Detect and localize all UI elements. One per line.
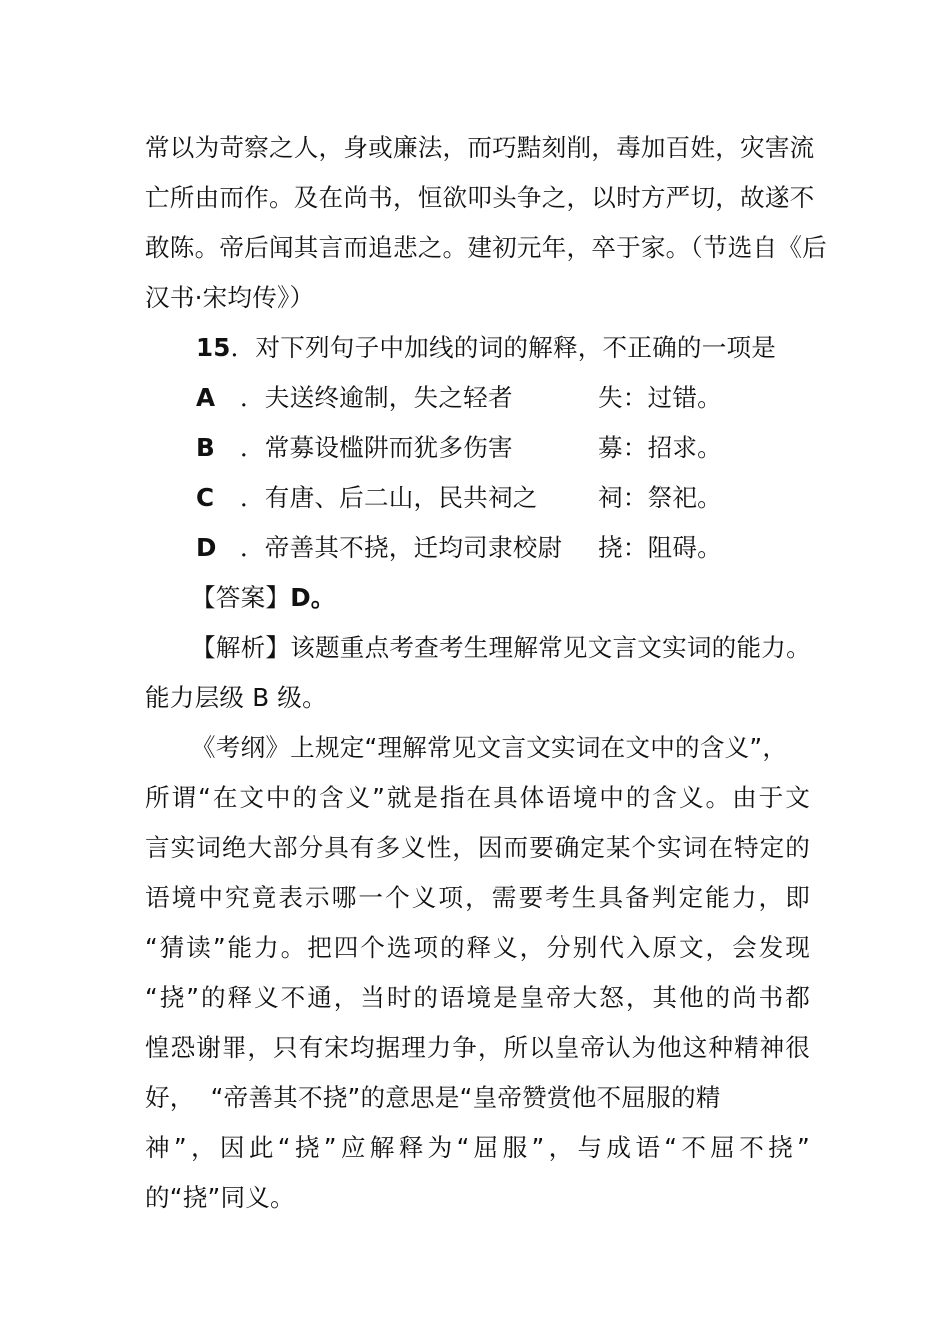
option-letter: D [196,533,217,562]
passage-line-2: 亡所由而作。及在尚书，恒欲叩头争之，以时方严切，故遂不 [145,183,815,212]
option-sentence: ．有唐、后二山，民共祠之 [240,483,538,512]
analysis-body-line-5: “猜读”能力。把四个选项的释义，分别代入原文，会发现 [145,933,810,962]
option-gloss: 募：招求。 [598,433,722,462]
question-stem [196,331,861,365]
analysis-body-line-2: 所谓“在文中的含义”就是指在具体语境中的含义。由于文 [145,783,810,812]
option-letter: A [196,383,216,412]
analysis-body-line-1: 《考纲》上规定“理解常见文言文实词在文中的含义”， [191,733,788,762]
passage-line-4: 汉书·宋均传》） [145,283,315,312]
passage-line-3: 敢陈。帝后闻其言而追悲之。建初元年，卒于家。（节选自《后 [145,233,827,262]
analysis-intro-text: 该题重点考查考生理解常见文言文实词的能力。 [290,633,811,662]
analysis-intro-line-1 [191,631,811,665]
analysis-body-line-9: 神”，因此“挠”应解释为“屈服”，与成语“不屈不挠” [145,1133,810,1162]
question-text: ．对下列句子中加线的词的解释，不正确的一项是 [230,333,777,362]
passage-line-1: 常以为苛察之人，身或廉法，而巧黠刻削，毒加百姓，灾害流 [145,133,815,162]
analysis-body-line-10: 的“挠”同义。 [145,1183,295,1212]
option-sentence: ．夫送终逾制，失之轻者 [240,383,513,412]
option-sentence: ．常募设槛阱而犹多伤害 [240,433,513,462]
option-gloss: 祠：祭祀。 [598,483,722,512]
option-gloss: 失：过错。 [598,383,722,412]
option-letter: B [196,433,215,462]
analysis-body-line-4: 语境中究竟表示哪一个义项，需要考生具备判定能力，即 [145,883,810,912]
answer-line [191,581,856,615]
option-letter: C [196,483,215,512]
analysis-body-line-6: “挠”的释义不通，当时的语境是皇帝大怒，其他的尚书都 [145,983,810,1012]
question-number: 15 [196,333,231,362]
option-sentence: ．帝善其不挠，迁均司隶校尉 [240,533,563,562]
analysis-label: 【解析】 [191,633,291,662]
answer-value: D。 [290,583,336,612]
analysis-intro-line-2: 能力层级 B 级。 [145,683,327,712]
option-gloss: 挠：阻碍。 [598,533,722,562]
analysis-body-line-8: 好， “帝善其不挠”的意思是“皇帝赞赏他不屈服的精 [145,1083,721,1112]
analysis-body-line-3: 言实词绝大部分具有多义性，因而要确定某个实词在特定的 [145,833,810,862]
answer-label: 【答案】 [191,583,291,612]
analysis-body-line-7: 惶恐谢罪，只有宋均据理力争，所以皇帝认为他这种精神很 [145,1033,810,1062]
